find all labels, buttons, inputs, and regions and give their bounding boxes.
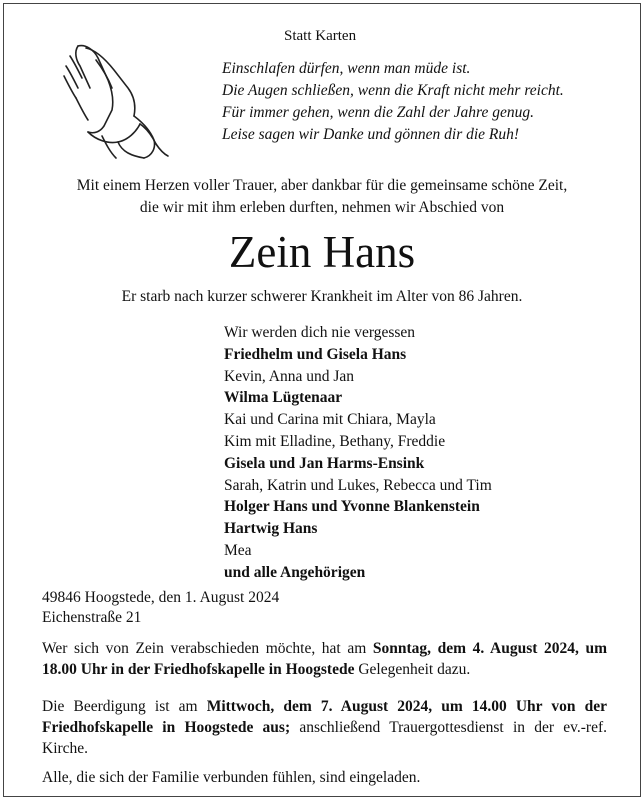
farewell-post: Gelegenheit dazu. bbox=[354, 661, 471, 678]
mourner-line: Friedhelm und Gisela Hans bbox=[224, 345, 407, 363]
funeral-paragraph bbox=[42, 696, 607, 759]
obituary-card bbox=[3, 3, 641, 797]
intro-line: die wir mit ihm erleben durften, nehmen wir Abschied von bbox=[139, 199, 505, 216]
farewell-pre: Wer sich von Zein verabschieden möchte, hat am bbox=[42, 640, 373, 657]
mourner-line: Holger Hans und Yvonne Blankenstein bbox=[224, 498, 480, 516]
praying-hands-icon bbox=[56, 40, 174, 160]
mourner-line: Gisela und Jan Harms-Ensink bbox=[224, 454, 425, 472]
mourner-line: Wilma Lügtenaar bbox=[224, 389, 343, 407]
poem-line: Für immer gehen, wenn die Zahl der Jahre genug. bbox=[222, 104, 534, 121]
mourner-line: Mea bbox=[224, 541, 252, 559]
mourner-line: Kim mit Elladine, Bethany, Freddie bbox=[224, 432, 446, 450]
poem-line: Einschlafen dürfen, wenn man müde ist. bbox=[222, 60, 471, 77]
mourner-line: Sarah, Katrin und Lukes, Rebecca und Tim bbox=[224, 476, 492, 494]
mourner-line: Wir werden dich nie vergessen bbox=[224, 324, 416, 341]
statt-karten-text: Statt Karten bbox=[284, 28, 357, 44]
mourner-line: und alle Angehörigen bbox=[224, 563, 366, 581]
poem-line: Leise sagen wir Danke und gönnen dir die Ruh! bbox=[222, 126, 520, 143]
deceased-name: Zein Hans bbox=[228, 227, 416, 277]
poem-line: Die Augen schließen, wenn die Kraft nicht mehr reicht. bbox=[222, 82, 564, 99]
mourner-line: Kai und Carina mit Chiara, Mayla bbox=[224, 411, 436, 429]
funeral-pre: Die Beerdigung ist am bbox=[42, 698, 207, 715]
mourners-list bbox=[224, 322, 492, 584]
mourner-line: Kevin, Anna und Jan bbox=[224, 367, 355, 385]
address-block bbox=[42, 588, 279, 628]
place-date: 49846 Hoogstede, den 1. August 2024 bbox=[42, 589, 280, 606]
mourner-line: Hartwig Hans bbox=[224, 520, 318, 538]
closing-text: Alle, die sich der Familie verbunden fühlen, sind eingeladen. bbox=[42, 769, 421, 786]
farewell-paragraph bbox=[42, 638, 607, 680]
street: Eichenstraße 21 bbox=[42, 609, 142, 626]
farewell-bold: Sonntag, dem 4. August 2024, um 18.00 Uhr in der Friedhofskapelle in Hoogstede bbox=[42, 640, 607, 678]
intro-line: Mit einem Herzen voller Trauer, aber dankbar für die gemeinsame schöne Zeit, bbox=[76, 177, 568, 194]
intro-text bbox=[4, 175, 640, 219]
poem bbox=[222, 58, 564, 146]
funeral-post: anschließend Trauergottesdienst in der ev.-ref. Kirche. bbox=[42, 719, 607, 757]
death-line: Er starb nach kurzer schwerer Krankheit im Alter von 86 Jahren. bbox=[121, 288, 523, 305]
funeral-bold: Mittwoch, dem 7. August 2024, um 14.00 Uhr von der Friedhofskapelle in Hoogstede aus; bbox=[42, 698, 607, 736]
